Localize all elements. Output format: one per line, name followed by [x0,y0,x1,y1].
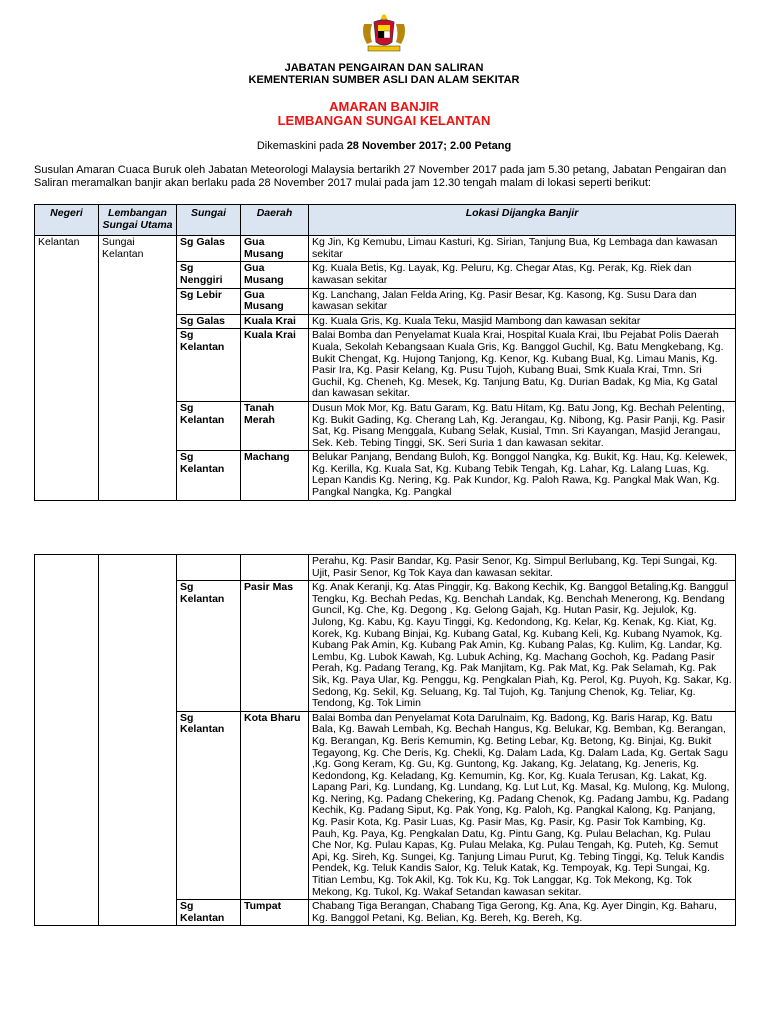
col-lembangan: Lembangan Sungai Utama [99,205,177,236]
lembangan-cell [99,555,177,926]
lokasi-cell: Balai Bomba dan Penyelamat Kota Darulnaim, Kg. Badong, Kg. Baris Harap, Kg. Batu Bala, Kg. Bawah Lembah, Kg. Bechah Hangus, Kg. Belukar, Kg. Bemban, Kg. Berangan, Kg. Berangan, Kg. Beris Kemumin, Kg. Beting Lebar, Kg. Betong, Kg. Binjai, Kg. Bukit Tegayong, Kg. Che Deris, Kg. Chekli, Kg. Dalam Lada, Kg. Dalam Lada, Kg. Gertak Sagu ,Kg. Gong Keram, Kg. Gu, Kg. Guntong, Kg. Jakang, Kg. Jelatang, Kg. Jeneris, Kg. Kedondong, Kg. Keladang, Kg. Kemumin, Kg. Kor, Kg. Kuala Terusan, Kg. Lakat, Kg. Lapang Pari, Kg. Lundang, Kg. Lundang, Kg. Lut Lut, Kg. Masal, Kg. Mulong, Kg. Mulong, Kg. Nering, Kg. Padang Chekering, Kg. Padang Chenok, Kg. Padang Jambu, Kg. Padang Kechik, Kg. Padang Siput, Kg. Pak Yong, Kg. Paloh, Kg. Pangkal Kalong, Kg. Panjang, Kg. Pasir Kota, Kg. Pasir Luas, Kg. Pasir Mas, Kg. Pasir, Kg. Pasir Tok Kambing, Kg. Pauh, Kg. Paya, Kg. Pengkalan Datu, Kg. Pintu Gang, Kg. Pulau Belachan, Kg. Pulau Che Nor, Kg. Pulau Kapas, Kg. Pulau Melaka, Kg. Pulau Tengah, Kg. Puteh, Kg. Semut Api, Kg. Sireh, Kg. Sungei, Kg. Tanjung Limau Purut, Kg. Tebing Tinggi, Kg. Teluk Kandis Pendek, Kg. Teluk Kandis Salor, Kg. Teluk Katak, Kg. Tempoyak, Kg. Tepi Sungai, Kg. Titian Lembu, Kg. Tok Akil, Kg. Tok Ku, Kg. Tok Langgar, Kg. Tok Mekong, Kg. Tok Mekong, Kg. Tukol, Kg. Wakaf Setandan kawasan sekitar. [309,711,736,900]
daerah-cell: Gua Musang [241,288,309,314]
sungai-cell [177,555,241,581]
lokasi-cell: Kg. Kuala Gris, Kg. Kuala Teku, Masjid Mambong dan kawasan sekitar [309,314,736,329]
lokasi-cell: Perahu, Kg. Pasir Bandar, Kg. Pasir Senor, Kg. Simpul Berlubang, Kg. Tepi Sungai, Kg. Ujit, Pasir Senor, Kg Tok Kaya dan kawasan sekitar. [309,555,736,581]
sungai-cell: Sg Galas [177,236,241,262]
lokasi-cell: Belukar Panjang, Bendang Buloh, Kg. Bonggol Nangka, Kg. Bukit, Kg. Hau, Kg. Kelewek, Kg. Kerilla, Kg. Kuala Sat, Kg. Kubang Tebik Tengah, Kg. Lahar, Kg. Lalang Luas, Kg. Lepan Kandis Kg. Nering, Kg. Pak Kundor, Kg. Paloh Rawa, Kg. Pangkal Mak Wan, Kg. Pangkal Nangka, Kg. Pangkal [309,451,736,500]
table-header-row [35,205,736,236]
lokasi-cell: Dusun Mok Mor, Kg. Batu Garam, Kg. Batu Hitam, Kg. Batu Jong, Kg. Bechah Pelenting, Kg. Bukit Gading, Kg. Cherang Lah, Kg. Jerangau, Kg. Nibong, Kg. Pasir Panji, Kg. Pasir Sat, Kg. Pisang Menggala, Kubang Selak, Kusial, Tmn. Sri Kayangan, Masjid Jerangau, Sek. Keb. Tebing Tinggi, SK. Seri Suria 1 dan kawasan sekitar. [309,401,736,450]
lokasi-cell: Balai Bomba dan Penyelamat Kuala Krai, Hospital Kuala Krai, Ibu Pejabat Polis Daerah Kuala, Sekolah Kebangsaan Kuala Gris, Kg. Banggol Guchil, Kg. Batu Mengkebang, Kg. Bukit Chengat, Kg. Hujong Tanjong, Kg. Kenor, Kg. Kubang Bual, Kg. Limau Manis, Kg. Pasir Ira, Kg. Pasir Kelang, Kg. Pusu Tujoh, Kubang Buai, Smk Kuala Krai, Tmn. Sri Guchil, Kg. Cheneh, Kg. Mesek, Kg. Tanjung Batu, Kg. Durian Badak, Kg Mia, Kg Gatal dan kawasan sekitar. [309,329,736,402]
negeri-cell: Kelantan [35,236,99,500]
lokasi-cell: Kg. Kuala Betis, Kg. Layak, Kg. Peluru, Kg. Chegar Atas, Kg. Perak, Kg. Riek dan kawasan sekitar [309,262,736,288]
sungai-cell: Sg Nenggiri [177,262,241,288]
sungai-cell: Sg Kelantan [177,451,241,500]
basin-title: LEMBANGAN SUNGAI KELANTAN [277,113,491,128]
lokasi-cell: Kg. Lanchang, Jalan Felda Aring, Kg. Pasir Besar, Kg. Kasong, Kg. Susu Dara dan kawasan sekitar [309,288,736,314]
lembangan-cell: Sungai Kelantan [99,236,177,500]
sungai-cell: Sg Kelantan [177,581,241,712]
sungai-cell: Sg Kelantan [177,711,241,900]
table-row [35,236,736,262]
lokasi-cell: Kg. Anak Keranji, Kg. Atas Pinggir, Kg. Bakong Kechik, Kg. Banggol Betaling,Kg. Banggul Tengku, Kg. Bechah Pedas, Kg. Benchah Landak, Kg. Benchah Menerong, Kg. Bendang Guncil, Kg. Che, Kg. Degong , Kg. Gelong Gajah, Kg. Hutan Pasir, Kg. Jejulok, Kg. Julong, Kg. Kabu, Kg. Kayu Tinggi, Kg. Kedondong, Kg. Kelar, Kg. Kenak, Kg. Kiat, Kg. Korek, Kg. Kubang Binjai, Kg. Kubang Gatal, Kg. Kubang Keli, Kg. Kubang Nyamok, Kg. Kubang Pak Amin, Kg. Kubang Pak Amin, Kg. Kubang Palas, Kg. Kulim, Kg. Landar, Kg. Lembu, Kg. Lubok Kawah, Kg. Lubuk Aching, Kg. Machang Gochoh, Kg. Padang Pasir Perah, Kg. Padang Terang, Kg. Pak Manjitam, Kg. Pak Mat, Kg. Pak Selamah, Kg. Pak Sik, Kg. Paya Ular, Kg. Penggu, Kg. Pengkalan Piah, Kg. Perol, Kg. Puyoh, Kg. Sakar, Kg. Sedong, Kg. Sekil, Kg. Seluang, Kg. Tal Tujoh, Kg. Tanjung Chenok, Kg. Teliar, Kg. Tendong, Kg. Tok Limin [309,581,736,712]
daerah-cell: Kota Bharu [241,711,309,900]
daerah-cell [241,555,309,581]
intro-paragraph: Susulan Amaran Cuaca Buruk oleh Jabatan Meteorologi Malaysia bertarikh 27 November 2017 pada jam 5.30 petang, Jabatan Pengairan dan Saliran meramalkan banjir akan berlaku pada 28 November 2017 mulai pada jam 12.30 tengah malam di lokasi seperti berikut: [34,164,727,189]
lokasi-cell: Kg Jin, Kg Kemubu, Limau Kasturi, Kg. Sirian, Tanjung Bua, Kg Lembaga dan kawasan sekitar [309,236,736,262]
warning-title: AMARAN BANJIR [329,99,439,114]
updated-timestamp: Dikemaskini pada 28 November 2017; 2.00 Petang [256,140,512,152]
daerah-cell: Tanah Merah [241,401,309,450]
daerah-cell: Gua Musang [241,262,309,288]
org-line-1: JABATAN PENGAIRAN DAN SALIRAN [284,62,484,74]
col-daerah: Daerah [241,205,309,236]
sungai-cell: Sg Galas [177,314,241,329]
col-sungai: Sungai [177,205,241,236]
org-line-2: KEMENTERIAN SUMBER ASLI DAN ALAM SEKITAR [248,74,520,86]
daerah-cell: Pasir Mas [241,581,309,712]
daerah-cell: Kuala Krai [241,314,309,329]
daerah-cell: Gua Musang [241,236,309,262]
sungai-cell: Sg Kelantan [177,401,241,450]
negeri-cell [35,555,99,926]
daerah-cell: Machang [241,451,309,500]
col-negeri: Negeri [35,205,99,236]
lokasi-cell: Chabang Tiga Berangan, Chabang Tiga Gerong, Kg. Ana, Kg. Ayer Dingin, Kg. Baharu, Kg. Banggol Petani, Kg. Belian, Kg. Bereh, Kg. Bereh, Kg. [309,900,736,926]
sungai-cell: Sg Lebir [177,288,241,314]
table-row [35,555,736,581]
sungai-cell: Sg Kelantan [177,329,241,402]
sungai-cell: Sg Kelantan [177,900,241,926]
flood-table-continued [34,554,736,926]
flood-table [34,204,736,501]
crest-icon [358,12,410,54]
col-lokasi: Lokasi Dijangka Banjir [309,205,736,236]
daerah-cell: Tumpat [241,900,309,926]
daerah-cell: Kuala Krai [241,329,309,402]
